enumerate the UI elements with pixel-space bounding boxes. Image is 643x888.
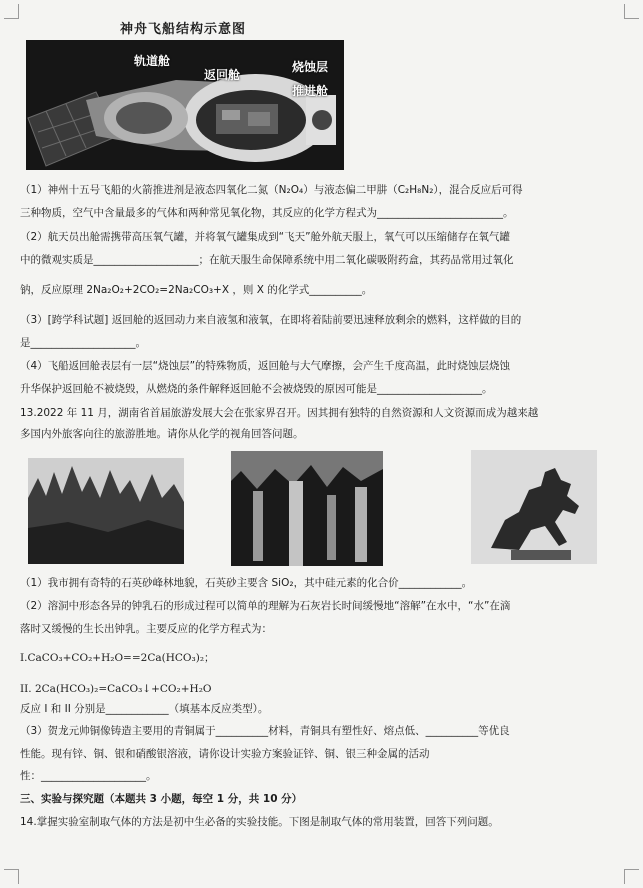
text-line: 中的微观实质是____________________；在航天服生命保障系统中用二氧化碳吸附药盒，其药品常用过氧化 [20, 254, 514, 266]
text-line: 多国内外旅客向往的旅游胜地。请你从化学的视角回答问题。 [20, 428, 304, 440]
label-return-capsule: 返回舱 [204, 68, 241, 82]
page-corner-mark [624, 869, 639, 884]
spacecraft-photo [26, 40, 344, 170]
text-line: 钠，反应原理 2Na₂O₂+2CO₂=2Na₂CO₃+X ，则 X 的化学式__________。 [20, 284, 373, 296]
equation-ii: II. 2Ca(HCO₃)₂=CaCO₃↓+CO₂+H₂O [20, 683, 212, 695]
text-line: （4）飞船返回舱表层有一层“烧蚀层”的特殊物质，返回舱与大气摩擦，会产生千度高温，此时烧蚀层烧蚀 [20, 360, 511, 372]
text-line: （1）我市拥有奇特的石英砂峰林地貌，石英砂主要含 SiO₂，其中硅元素的化合价____________。 [20, 577, 473, 589]
text-line: 落时又缓慢的生长出钟乳。主要反应的化学方程式为： [20, 623, 272, 635]
karst-cave-photo [231, 451, 383, 566]
sandstone-peaks-photo [28, 458, 184, 564]
text-line: 反应 I 和 II 分别是____________（填基本反应类型）。 [20, 703, 269, 715]
question-13-stem: 13.2022 年 11 月，湖南省首届旅游发展大会在张家界召开。因其拥有独特的自然资源和人文资源而成为越来越 [20, 407, 539, 419]
text-line: 升华保护返回舱不被烧毁，从燃烧的条件解释返回舱不会被烧毁的原因可能是____________________。 [20, 383, 493, 395]
text-line: （3）贺龙元帅铜像铸造主要用的青铜属于__________材料，青铜具有塑性好、熔点低、__________等优良 [20, 725, 510, 737]
page-corner-mark [624, 4, 639, 19]
question-14-stem: 14.掌握实验室制取气体的方法是初中生必备的实验技能。下图是制取气体的常用装置，回答下列问题。 [20, 816, 499, 828]
figure-title: 神舟飞船结构示意图 [119, 22, 246, 37]
label-ablation-layer: 烧蚀层 [292, 60, 329, 74]
label-orbital-module: 轨道舱 [134, 54, 171, 68]
text-line: （1）神州十五号飞船的火箭推进剂是液态四氧化二氮（N₂O₄）与液态偏二甲肼（C₂H₈N₂），混合反应后可得 [20, 184, 523, 196]
text-line: 性能。现有锌、铜、银和硝酸银溶液，请你设计实验方案验证锌、铜、银三种金属的活动 [20, 748, 430, 760]
spacecraft-structure-figure [22, 18, 344, 170]
section-heading: 三、实验与探究题（本题共 3 小题，每空 1 分，共 10 分） [20, 793, 303, 805]
text-line: （2）航天员出舱需携带高压氧气罐，并将氧气罐集成到“飞天”舱外航天服上，氧气可以压缩储存在氧气罐 [20, 231, 511, 243]
text-line: 三种物质，空气中含量最多的气体和两种常见氧化物，其反应的化学方程式为________________________。 [20, 207, 514, 219]
he-long-statue-photo [471, 450, 597, 564]
page-corner-mark [4, 4, 19, 19]
text-line: （2）溶洞中形态各异的钟乳石的形成过程可以简单的理解为石灰岩长时间缓慢地“溶解”在水中，“水”在滴 [20, 600, 511, 612]
text-line: （3）[跨学科试题] 返回舱的返回动力来自液氢和液氧，在即将着陆前要迅速释放剩余的燃料，这样做的目的 [20, 314, 522, 326]
label-propulsion-module: 推进舱 [292, 84, 329, 98]
equation-i: I.CaCO₃+CO₂+H₂O==2Ca(HCO₃)₂； [20, 652, 215, 664]
text-line: 性：____________________。 [20, 770, 157, 782]
text-line: 是____________________。 [20, 337, 146, 349]
page-corner-mark [4, 869, 19, 884]
